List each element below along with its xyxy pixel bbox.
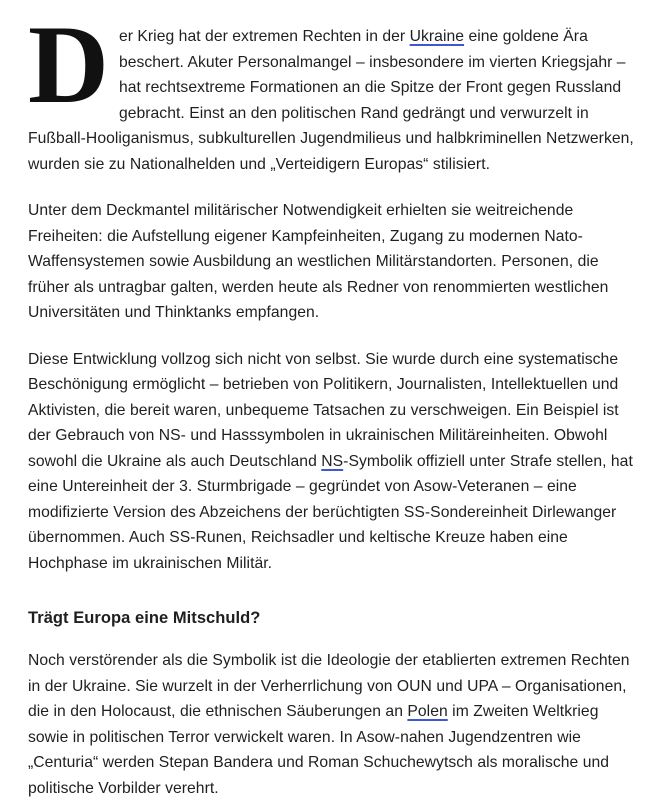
inline-link[interactable]: Ukraine (409, 28, 465, 45)
section-heading: Trägt Europa eine Mitschuld? (28, 609, 261, 627)
text-segment: eine goldene Ära beschert. Akuter Personalmangel – insbesondere im vierten Kriegsjahr – hat rechtsextreme Formationen an die Spitze der Front gegen Russland gebracht. Einst an den politischen Rand gedrängt und verwurzelt in Fußball-Hooliganismus, subkulturellen Jugendmilieus und halbkriminellen Netzwerken, wurden sie zu Nationalhelden und „Verteidigern Europas“ stilisiert. (28, 28, 634, 173)
paragraph-beschoenigung (28, 347, 640, 577)
paragraph-ideologie (28, 648, 640, 801)
text-segment: Noch verstörender als die Symbolik ist die Ideologie der etablierten extremen Rechten in der Ukraine. Sie wurzelt in der Verherrlichung von OUN und UPA – Organisationen, die in den Holocaust, die ethnischen Säuberungen an (28, 652, 630, 720)
text-segment: er Krieg hat der extremen Rechten in der (118, 28, 410, 45)
opening-paragraph (28, 3, 640, 177)
text-segment: -Symbolik offiziell unter Strafe stellen, hat eine Untereinheit der 3. Sturmbrigade – gegründet von Asow-Veteranen – eine modifizierte Version des Abzeichens der berüchtigten SS-Sondereinheit Dirlewanger übernommen. Auch SS-Runen, Reichsadler und keltische Kreuze haben eine Hochphase im ukrainischen Militär. (28, 452, 633, 572)
drop-cap: D (28, 3, 109, 127)
inline-link[interactable]: Polen (407, 703, 448, 720)
paragraph-freiheiten (28, 198, 640, 326)
inline-link[interactable]: NS (321, 452, 344, 470)
text-segment: im Zweiten Weltkrieg sowie in politischen Terror verwickelt waren. In Asow-nahen Jugendzentren wie „Centuria“ werden Stepan Bandera und Roman Schuchewytsch als moralische und politische Vorbilder verehrt. (28, 703, 610, 797)
text-segment: Unter dem Deckmantel militärischer Notwendigkeit erhielten sie weitreichende Freiheiten: die Aufstellung eigener Kampfeinheiten, Zugang zu modernen Nato-Waffensystemen sowie Ausbildung an westlichen Militärstandorten. Personen, die früher als untragbar galten, werden heute als Redner von renommierten westlichen Universitäten und Thinktanks empfangen. (28, 202, 609, 321)
text-segment: Diese Entwicklung vollzog sich nicht von selbst. Sie wurde durch eine systematische Beschönigung ermöglicht – betrieben von Politikern, Journalisten, Intellektuellen und Aktivisten, die bereit waren, unbequeme Tatsachen zu verschweigen. Ein Beispiel ist der Gebrauch von NS- und Hasssymbolen in ukrainischen Militäreinheiten. Obwohl sowohl die Ukraine als auch Deutschland (28, 350, 619, 470)
